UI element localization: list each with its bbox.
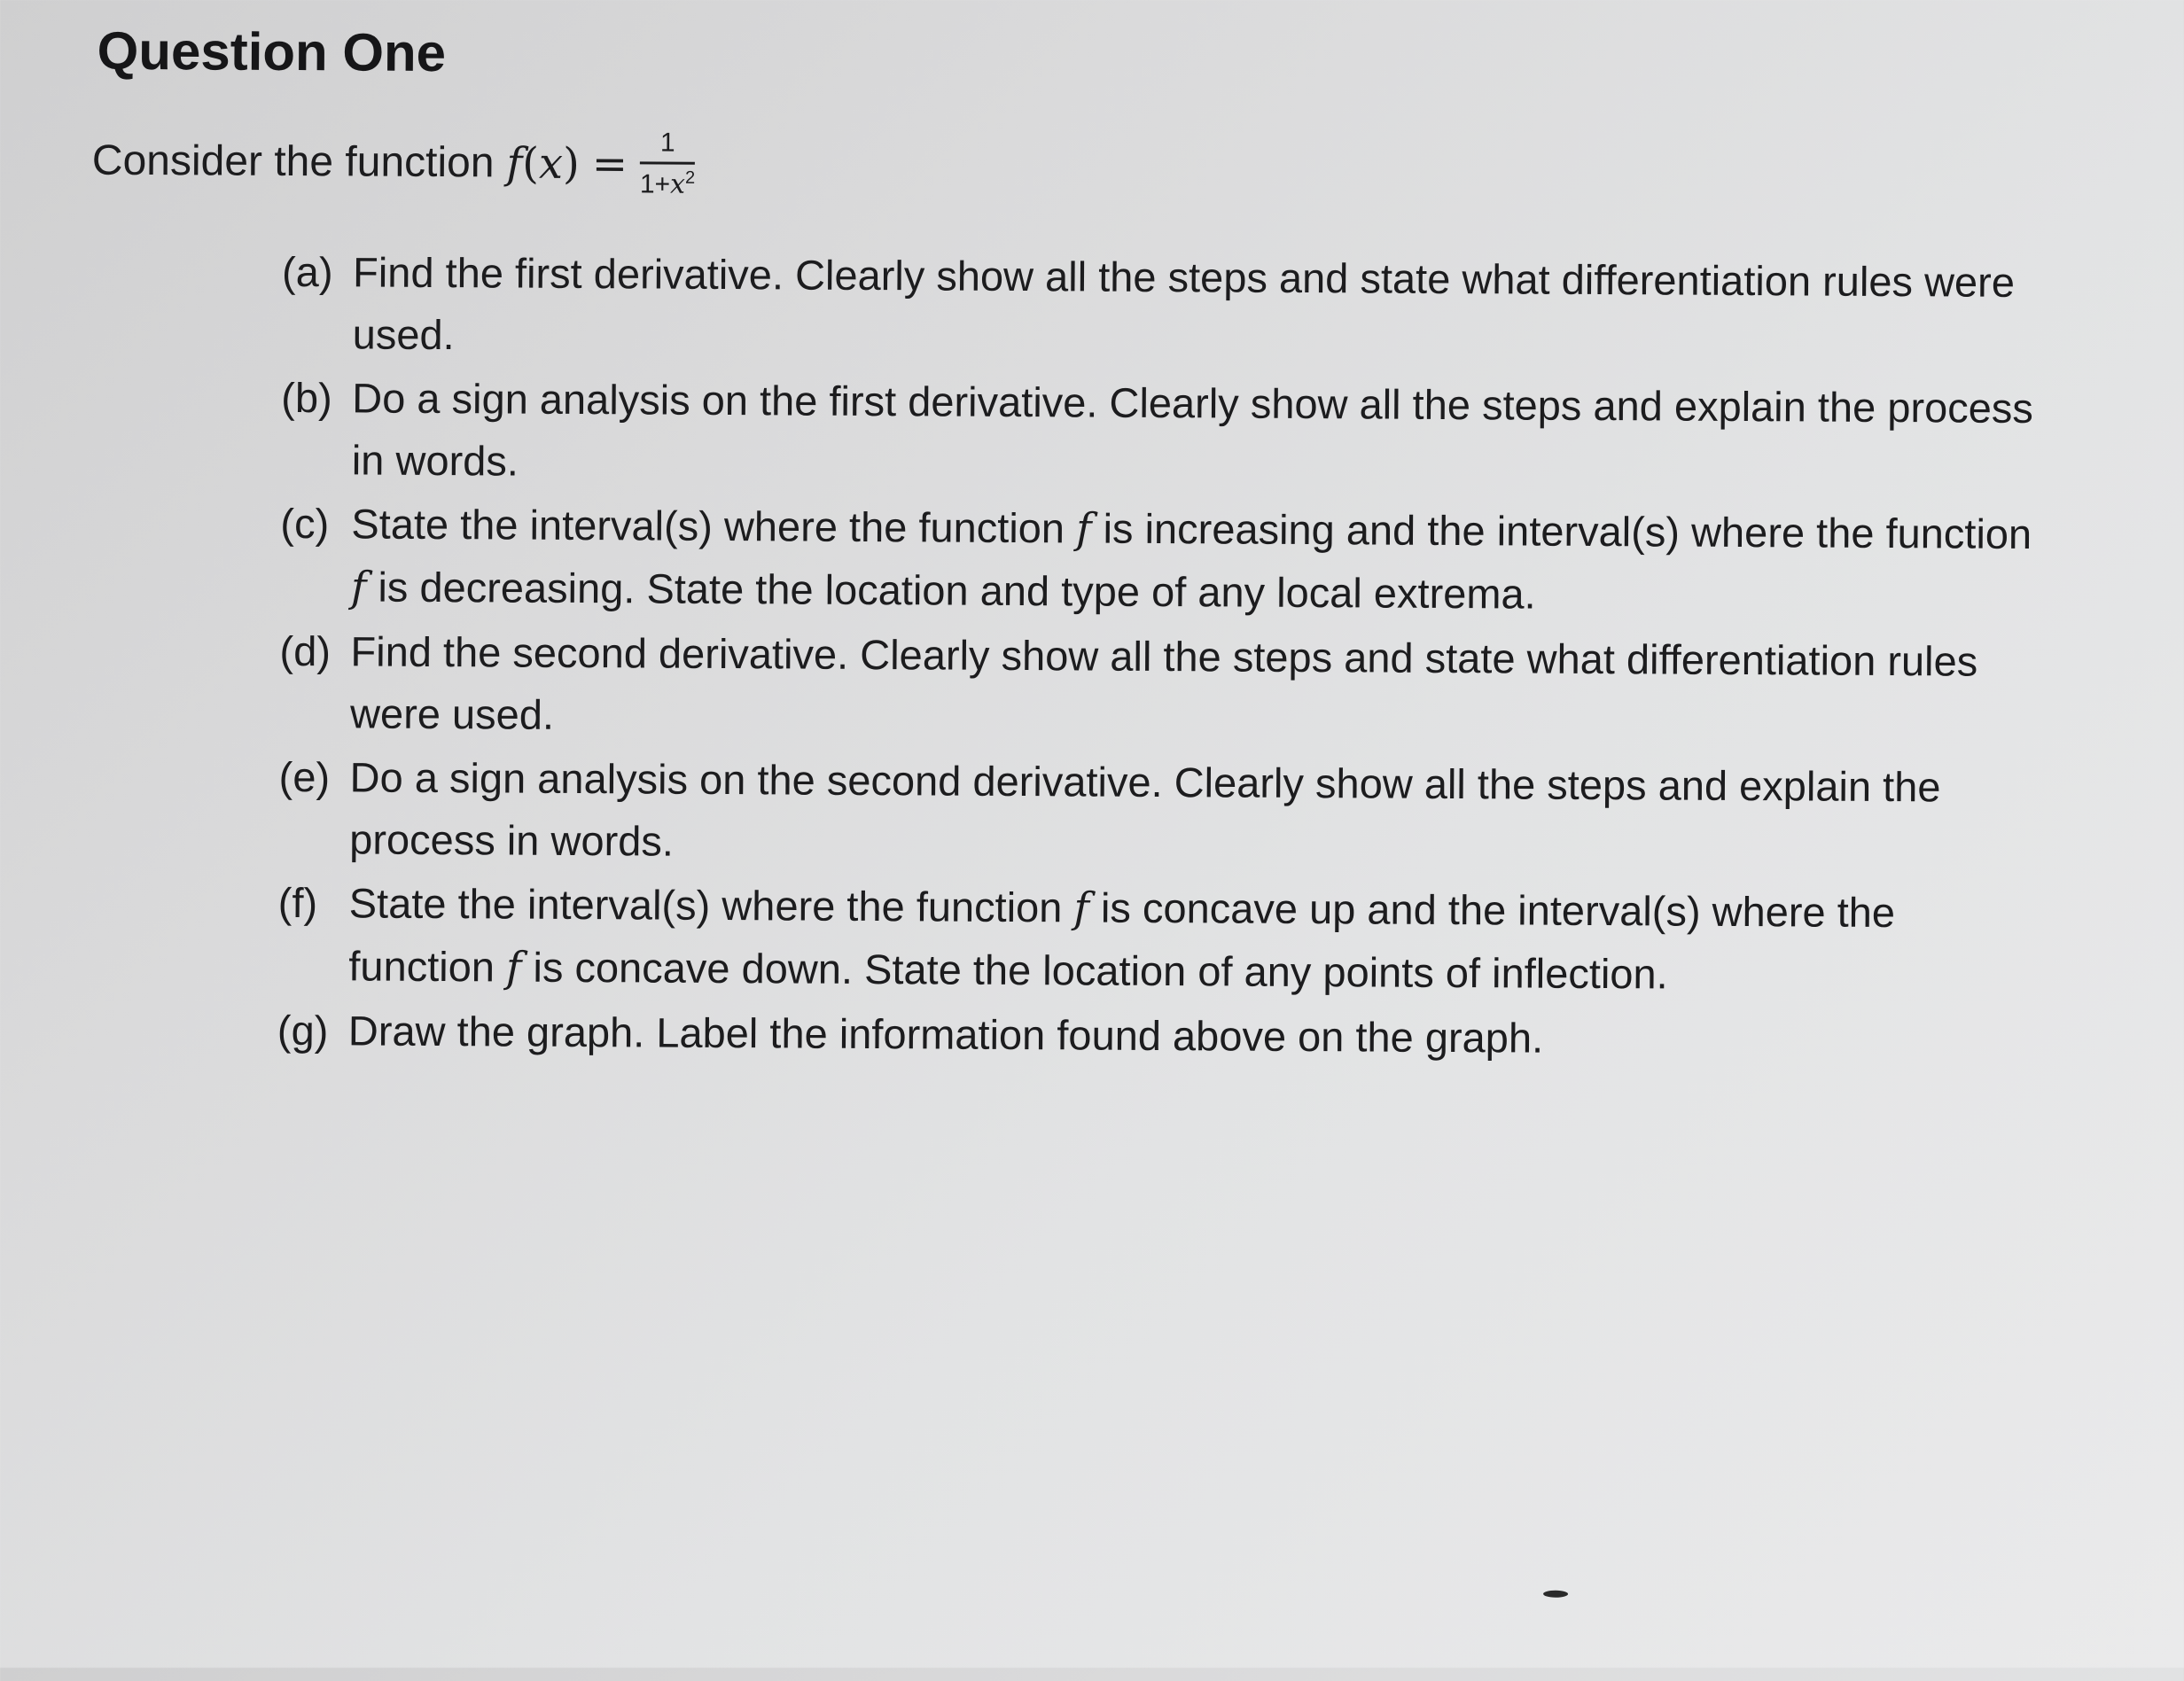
intro-text: Consider the function (91, 136, 495, 187)
part-text: Draw the graph. Label the information found above on the graph. (347, 1007, 1544, 1062)
part-label: (f) (277, 878, 318, 927)
fraction-denominator (640, 164, 696, 199)
function-notation: f(x) (506, 137, 580, 189)
part-label: (d) (279, 626, 332, 675)
denominator-base: 1+ (639, 169, 671, 199)
part-a (281, 241, 2055, 376)
part-label: (c) (280, 499, 330, 548)
equals-sign: = (591, 138, 628, 189)
part-text: Do a sign analysis on the first derivative. Clearly show all the steps and explain the process in words. (351, 374, 2034, 485)
part-label: (a) (281, 247, 333, 296)
function-name: f (506, 137, 523, 189)
part-text (351, 493, 2054, 629)
part-label: (e) (278, 752, 331, 801)
part-b (281, 367, 2055, 502)
part-text-segment: State the interval(s) where the function (348, 879, 1074, 931)
part-f (277, 872, 2051, 1008)
function-statement (92, 125, 696, 200)
part-c (280, 493, 2054, 629)
part-d (279, 620, 2053, 755)
fraction (640, 128, 696, 199)
part-text-segment: is increasing and the interval(s) where the function (1091, 504, 2032, 558)
denominator-variable: x (669, 168, 686, 200)
function-symbol: f (350, 563, 367, 612)
part-text-segment: is concave up and the interval(s) where the function (348, 883, 1896, 991)
part-text-segment: is concave down. State the location of any points of inflection. (521, 943, 1668, 998)
part-text-segment: State the interval(s) where the function (351, 500, 1077, 552)
function-symbol: f (505, 943, 522, 992)
part-text: Do a sign analysis on the second derivative. Clearly show all the steps and explain the process in words. (349, 753, 1941, 865)
denominator-exponent: 2 (685, 167, 696, 188)
part-e (278, 746, 2052, 881)
part-text: Find the first derivative. Clearly show all the steps and state what differentiation rules were used. (352, 248, 2016, 359)
fraction-numerator: 1 (659, 128, 675, 158)
paper-speck (1543, 1591, 1568, 1598)
part-label: (g) (277, 1006, 329, 1055)
function-symbol: f (1073, 883, 1090, 933)
question-heading: Question One (97, 20, 447, 83)
part-text: Find the second derivative. Clearly show all the steps and state what differentiation rules were used. (349, 627, 1978, 738)
function-symbol: f (1075, 504, 1092, 554)
function-variable: x (538, 138, 564, 189)
part-text (348, 872, 2051, 1008)
part-g (277, 1000, 2050, 1072)
question-parts (277, 241, 2055, 1074)
part-text-segment: is decreasing. State the location and type of any local extrema. (366, 563, 1536, 618)
part-label: (b) (281, 373, 332, 422)
